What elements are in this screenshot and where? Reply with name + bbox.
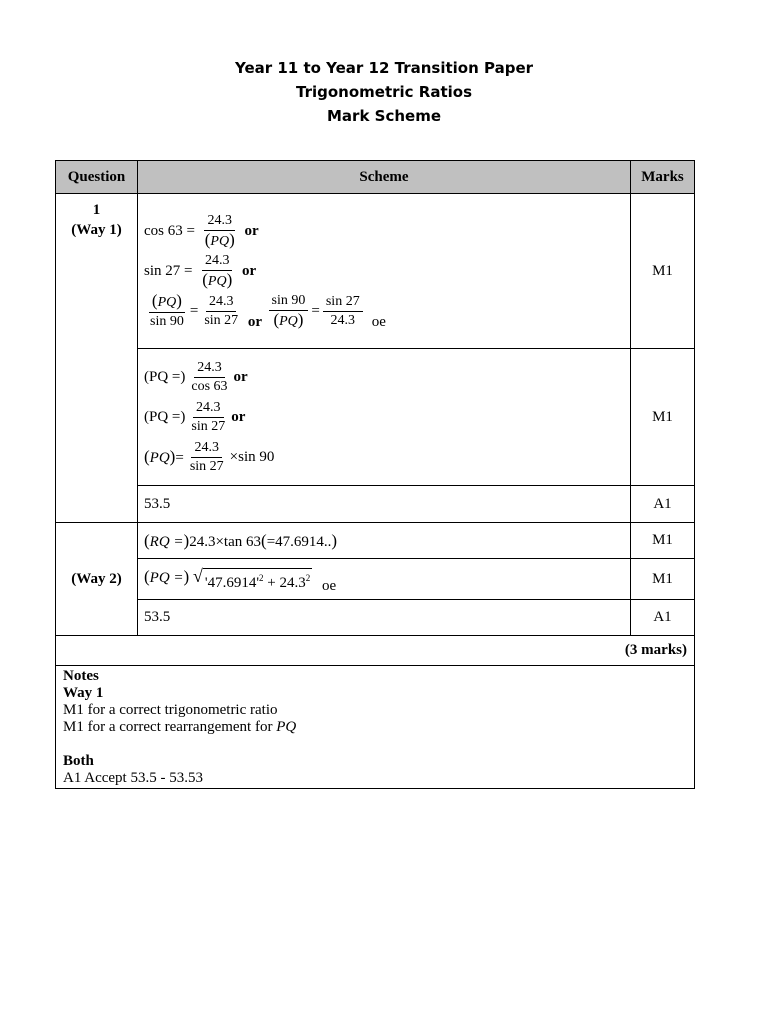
way2-label: (Way 2): [71, 570, 122, 587]
table-header-row: [56, 161, 695, 194]
question-cell-way1: [56, 194, 138, 523]
column-header-scheme: Scheme: [138, 161, 631, 194]
notes-title: Notes: [63, 668, 99, 684]
fraction: [269, 292, 309, 331]
fraction-denominator: sin 27: [191, 418, 226, 434]
fraction-denominator: sin 90: [150, 313, 184, 329]
mark-way1-step2: M1: [631, 349, 695, 486]
pq-sin-line: [144, 397, 624, 437]
way2-step1-scheme: (RQ =)24.3×tan 63(=47.6914..): [138, 523, 631, 559]
notes-cell: [56, 666, 695, 789]
column-header-question: Question: [56, 161, 138, 194]
table-row: [56, 559, 695, 600]
fraction: [188, 399, 228, 436]
rq-expression: 24.3×tan 63: [189, 533, 262, 550]
fraction-denominator: sin 27: [204, 312, 239, 328]
way1-step1-scheme: [138, 194, 631, 349]
sin-prefix: sin 27 =: [144, 262, 197, 279]
fraction-numerator: sin 27: [323, 293, 363, 312]
pq-lhs: (PQ)=: [144, 447, 184, 466]
question-number: 1: [92, 202, 101, 218]
table-row: [56, 600, 695, 636]
cos-ratio-line: [144, 211, 624, 251]
pq-equals-label: (PQ =): [144, 368, 186, 385]
notes-way1-line1: M1 for a correct trigonometric ratio: [63, 702, 278, 718]
sine-rule-line: [144, 291, 624, 331]
radical-sign: √: [192, 566, 203, 586]
or-text: or: [247, 314, 262, 330]
fraction-numerator: sin 90: [269, 292, 309, 311]
oe-text: oe: [371, 314, 386, 330]
notes-both-heading: Both: [63, 753, 94, 769]
fraction-numerator: 24.3: [193, 399, 224, 418]
pq-equals-label: (PQ =): [144, 408, 186, 425]
fraction: [202, 212, 238, 251]
equals-sign: =: [311, 302, 320, 319]
rq-result: =47.6914..: [266, 533, 332, 550]
table-row: [56, 486, 695, 523]
equals-sign: =: [189, 302, 199, 319]
or-text: or: [233, 368, 248, 385]
question-cell-way2: [56, 523, 138, 636]
fraction: [187, 439, 227, 476]
fraction: [188, 359, 230, 396]
or-text: or: [244, 222, 259, 239]
fraction-denominator: sin 27: [189, 458, 224, 474]
mark-way1-answer: A1: [631, 486, 695, 523]
fraction: [323, 293, 363, 330]
table-row: [56, 349, 695, 486]
fraction: [199, 252, 235, 291]
fraction-denominator: (PQ): [204, 229, 235, 249]
pq-cos-line: [144, 357, 624, 397]
way2-answer: 53.5: [138, 600, 631, 636]
paper-topic: Trigonometric Ratios: [296, 83, 472, 101]
sin-ratio-line: [144, 251, 624, 291]
oe-text: oe: [321, 578, 337, 594]
paper-subtitle: Mark Scheme: [327, 107, 441, 125]
total-marks: (3 marks): [56, 636, 695, 666]
fraction-denominator: cos 63: [191, 378, 228, 394]
cos-prefix: cos 63 =: [144, 222, 199, 239]
mark-way2-step1: M1: [631, 523, 695, 559]
way2-step2-scheme: (PQ =) √ '$47.6914'^2 + 24.3^2$ oe: [138, 559, 631, 600]
pq-sine-rule-line: [144, 437, 624, 477]
mark-way2-answer: A1: [631, 600, 695, 636]
fraction-numerator: 24.3: [191, 439, 222, 458]
fraction-numerator: 24.3: [202, 252, 233, 271]
mark-scheme-table: [55, 160, 695, 789]
table-row: [56, 194, 695, 349]
fraction-denominator: (PQ): [273, 309, 304, 329]
way1-label: (Way 1): [71, 222, 122, 238]
column-header-marks: Marks: [631, 161, 695, 194]
notes-way1-line2: M1 for a correct rearrangement for PQ: [63, 719, 297, 735]
notes-way1-heading: Way 1: [63, 685, 104, 701]
fraction-denominator: 24.3: [330, 312, 356, 328]
paper-title: Year 11 to Year 12 Transition Paper: [234, 59, 534, 77]
fraction-numerator: 24.3: [194, 359, 225, 378]
fraction-numerator: 24.3: [206, 293, 237, 312]
notes-row: [56, 666, 695, 789]
way1-step2-scheme: [138, 349, 631, 486]
radicand: '$47.6914'^2 + 24.3^2$: [203, 568, 312, 592]
fraction-denominator: (PQ): [202, 269, 233, 289]
pq-variable: PQ: [207, 273, 227, 289]
notes-both-line1: A1 Accept 53.5 - 53.53: [63, 770, 203, 786]
fraction-numerator: (PQ): [149, 292, 185, 313]
mark-way1-step1: M1: [631, 194, 695, 349]
rq-label: RQ =: [149, 533, 184, 550]
way1-answer: 53.5: [138, 486, 631, 523]
table-row: [56, 523, 695, 559]
fraction: [201, 293, 241, 330]
document-header: [0, 56, 768, 128]
fraction: [147, 292, 187, 331]
or-text: or: [231, 408, 246, 425]
total-row: [56, 636, 695, 666]
pq-label: PQ =: [149, 570, 184, 586]
times-sin90: ×sin 90: [229, 448, 275, 465]
pq-variable: PQ: [210, 233, 230, 249]
square-root: [193, 566, 312, 592]
or-text: or: [241, 262, 257, 279]
mark-way2-step2: M1: [631, 559, 695, 600]
fraction-numerator: 24.3: [204, 212, 235, 231]
